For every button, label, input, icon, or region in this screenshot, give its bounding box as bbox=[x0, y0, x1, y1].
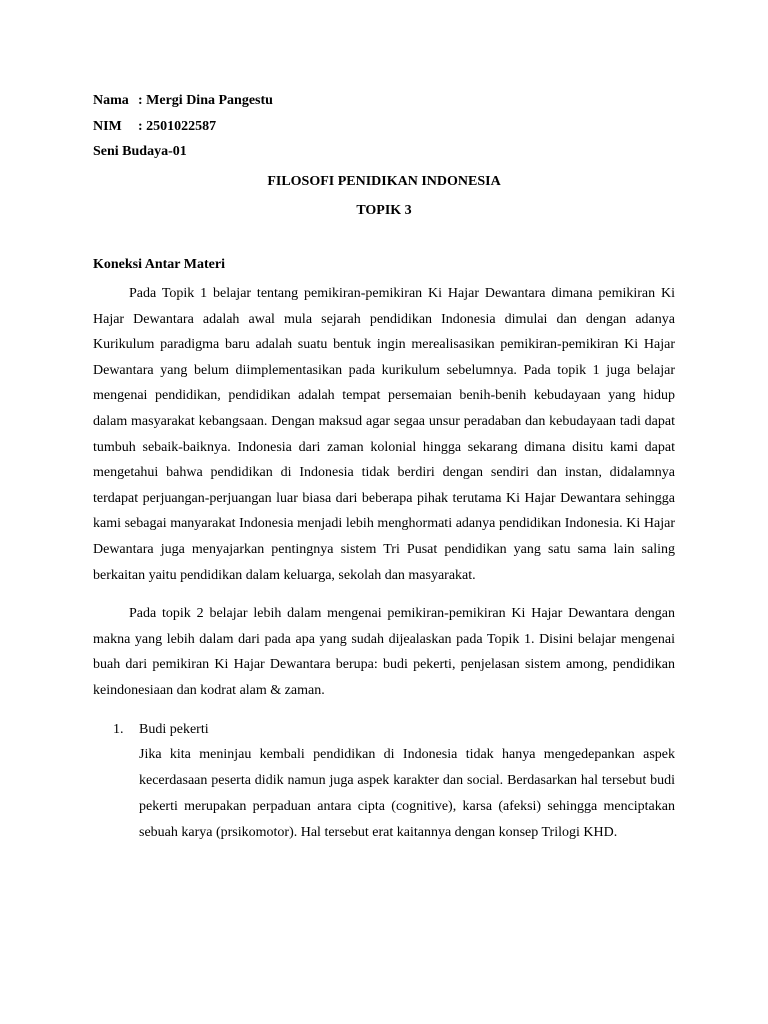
nim-value: : 2501022587 bbox=[138, 118, 217, 134]
kelas-row bbox=[93, 139, 675, 165]
document-subtitle: TOPIK 3 bbox=[356, 203, 412, 218]
nim-row bbox=[93, 114, 675, 140]
list-item bbox=[93, 717, 675, 847]
section-heading: Koneksi Antar Materi bbox=[93, 256, 225, 272]
list-item-title: Budi pekerti bbox=[139, 721, 209, 737]
paragraph-topik-1: Pada Topik 1 belajar tentang pemikiran-pemikiran Ki Hajar Dewantara dimana pemikiran Ki Hajar Dewantara adalah awal mula sejarah pendidikan Indonesia dimulai dan dengan adanya Kurikulum paradigma baru adalah suatu bentuk ingin merealisasikan pemikiran-pemikiran Ki Hajar Dewantara yang belum diimplementasikan pada kurikulum sebelumnya. Pada topik 1 juga belajar mengenai pendidikan, pendidikan adalah tempat persemaian benih-benih kebudayaan yang hidup dalam masyarakat kebangsaan. Dengan maksud agar segaa unsur peradaban dan kebudayaan tadi dapat tumbuh sebaik-baiknya. Indonesia dari zaman kolonial hingga sekarang dimana disitu kami dapat mengetahui bahwa pendidikan di Indonesia tidak berdiri dengan sendiri dan instan, didalamnya terdapat perjuangan-perjuangan luar biasa dari beberapa pihak terutama Ki Hajar Dewantara sehingga kami sebagai manyarakat Indonesia menjadi lebih menghormati adanya pendidikan Indonesia. Ki Hajar Dewantara juga menyajarkan pentingnya sistem Tri Pusat pendidikan yang satu sama lain saling berkaitan yaitu pendidikan dalam keluarga, sekolah dan masyarakat. bbox=[93, 286, 675, 583]
nim-label: NIM bbox=[93, 118, 122, 134]
document-title: FILOSOFI PENIDIKAN INDONESIA bbox=[267, 173, 501, 189]
nama-row bbox=[93, 88, 675, 114]
document-page bbox=[93, 88, 675, 846]
list-item-number: 1. bbox=[113, 721, 124, 737]
nama-value: : Mergi Dina Pangestu bbox=[138, 93, 273, 108]
kelas-value: Seni Budaya-01 bbox=[93, 144, 187, 159]
nama-label: Nama bbox=[93, 93, 129, 108]
list-item-body: Jika kita meninjau kembali pendidikan di Indonesia tidak hanya mengedepankan aspek kecerdasaan peserta didik namun juga aspek karakter dan social. Berdasarkan hal tersebut budi pekerti merupakan perpaduan antara cipta (cognitive), karsa (afeksi) sehingga menciptakan sebuah karya (prsikomotor). Hal tersebut erat kaitannya dengan konsep Trilogi KHD. bbox=[139, 747, 675, 840]
numbered-list bbox=[93, 717, 675, 847]
paragraph-topik-2: Pada topik 2 belajar lebih dalam mengenai pemikiran-pemikiran Ki Hajar Dewantara dengan makna yang lebih dalam dari pada apa yang sudah dijealaskan pada Topik 1. Disini belajar mengenai buah dari pemikiran Ki Hajar Dewantara berupa: budi pekerti, penjelasan sistem among, pendidikan keindonesiaan dan kodrat alam & zaman. bbox=[93, 606, 675, 698]
